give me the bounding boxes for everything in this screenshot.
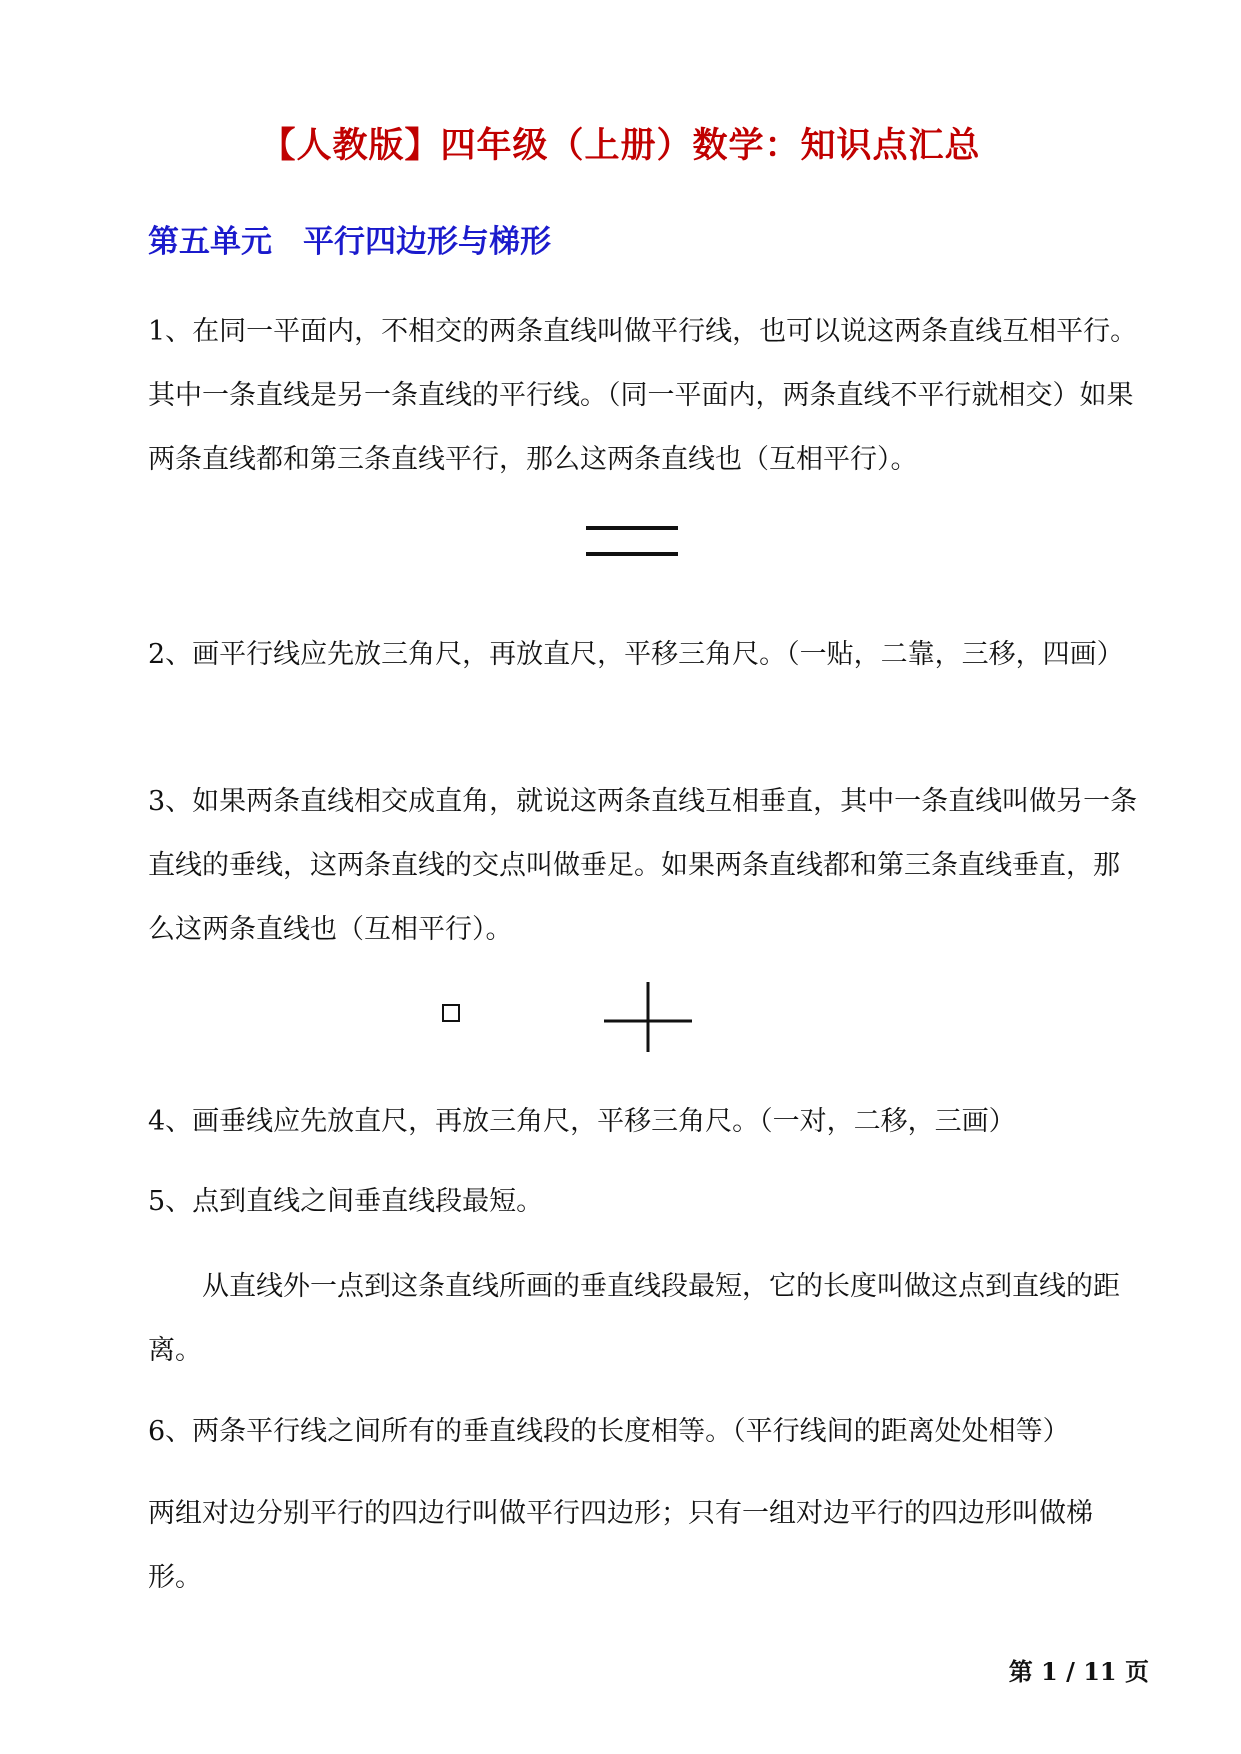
parallel-lines-icon — [586, 525, 678, 557]
paragraph-7: 两组对边分别平行的四边行叫做平行四边形；只有一组对边平行的四边形叫做梯形。 — [148, 1498, 1093, 1593]
right-angle-square-icon — [441, 1003, 461, 1023]
paragraph-6: 6、两条平行线之间所有的垂直线段的长度相等。（平行线间的距离处处相等） — [148, 1416, 1070, 1447]
section-heading: 第五单元 平行四边形与梯形 — [148, 224, 551, 260]
page-title: 【人教版】四年级（上册）数学：知识点汇总 — [260, 126, 981, 166]
paragraph-5-detail: 从直线外一点到这条直线所画的垂直线段最短，它的长度叫做这点到直线的距离。 — [148, 1271, 1120, 1366]
paragraph-2: 2、画平行线应先放三角尺，再放直尺，平移三角尺。（一贴，二靠，三移，四画） — [148, 639, 1124, 670]
perpendicular-cross-icon — [604, 982, 692, 1052]
page-number: 第 1 / 11 页 — [1008, 1657, 1149, 1686]
paragraph-1: 1、在同一平面内，不相交的两条直线叫做平行线，也可以说这两条直线互相平行。其中一条直线是另一条直线的平行线。（同一平面内，两条直线不平行就相交）如果两条直线都和第三条直线平行，那么这两条直线也（互相平行）。 — [148, 316, 1138, 475]
paragraph-3: 3、如果两条直线相交成直角，就说这两条直线互相垂直，其中一条直线叫做另一条直线的垂线，这两条直线的交点叫做垂足。如果两条直线都和第三条直线垂直，那么这两条直线也（互相平行）。 — [148, 786, 1138, 945]
paragraph-4: 4、画垂线应先放直尺，再放三角尺，平移三角尺。（一对，二移，三画） — [148, 1106, 1016, 1137]
paragraph-5: 5、点到直线之间垂直线段最短。 — [148, 1186, 544, 1217]
